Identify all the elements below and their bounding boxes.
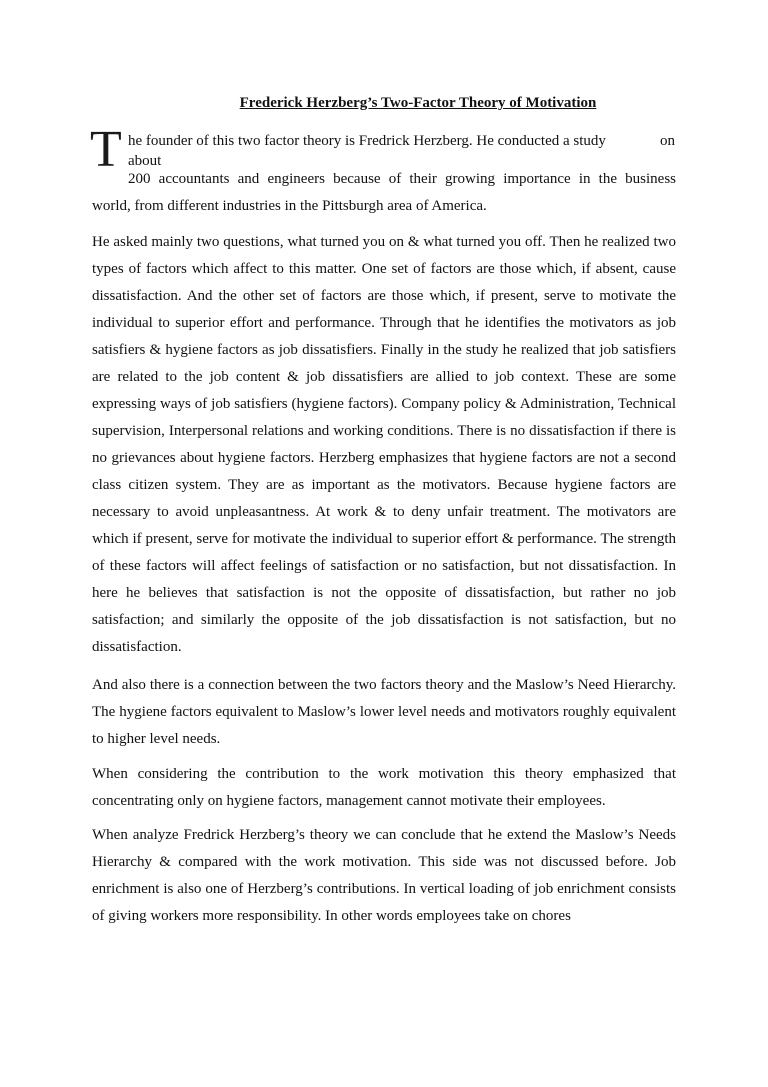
document-title: Frederick Herzberg’s Two-Factor Theory of Motivation	[239, 95, 597, 111]
intro-line-4: world, from different industries in the Pittsburgh area of America.	[92, 198, 487, 214]
paragraph-2	[92, 672, 676, 753]
paragraph-3	[92, 761, 676, 815]
drop-cap: T	[90, 121, 122, 178]
intro-line-1: he founder of this two factor theory is Fredrick Herzberg. He conducted a study	[128, 133, 606, 149]
paragraph-text: And also there is a connection between the two factors theory and the Maslow’s Need Hierarchy. The hygiene factors equivalent to Maslow’s lower level needs and motivators roughly equivalent to higher level needs.	[92, 677, 676, 747]
paragraph-4	[92, 822, 676, 930]
paragraph-text: When analyze Fredrick Herzberg’s theory we can conclude that he extend the Maslow’s Needs Hierarchy & compared with the work motivation. This side was not discussed before. Job enrichment is also one of Herzberg’s contributions. In vertical loading of job enrichment consists of giving workers more responsibility. In other words employees take on chores	[92, 827, 676, 924]
intro-line-1-end: on	[660, 133, 675, 149]
paragraph-1	[92, 229, 676, 661]
intro-line-2: about	[128, 153, 162, 169]
paragraph-text: When considering the contribution to the work motivation this theory emphasized that concentrating only on hygiene factors, management cannot motivate their employees.	[92, 766, 676, 809]
paragraph-text: He asked mainly two questions, what turned you on & what turned you off. Then he realized two types of factors which affect to this matter. One set of factors are those which, if absent, cause dissatisfaction. And the other set of factors are those which, if present, serve to motivate the individual to superior effort and performance. Through that he identifies the motivators as job satisfiers & hygiene factors as job dissatisfiers. Finally in the study he realized that job satisfiers are related to the job content & job dissatisfiers are allied to job context. These are some expressing ways of job satisfiers (hygiene factors). Company policy & Administration, Technical supervision, Interpersonal relations and working conditions. There is no dissatisfaction if there is no grievances about hygiene factors. Herzberg emphasizes that hygiene factors are not a second class citizen system. They are as important as the motivators. Because hygiene factors are necessary to avoid unpleasantness. At work & to deny unfair treatment. The motivators are which if present, serve for motivate the individual to superior effort & performance. The strength of these factors will affect feelings of satisfaction or no satisfaction, but not dissatisfaction. In here he believes that satisfaction is not the opposite of dissatisfaction, but rather no job satisfaction; and similarly the opposite of the job dissatisfaction is not satisfaction, but no dissatisfaction.	[92, 234, 676, 655]
intro-line-3: 200 accountants and engineers because of their growing importance in the business	[128, 171, 676, 187]
